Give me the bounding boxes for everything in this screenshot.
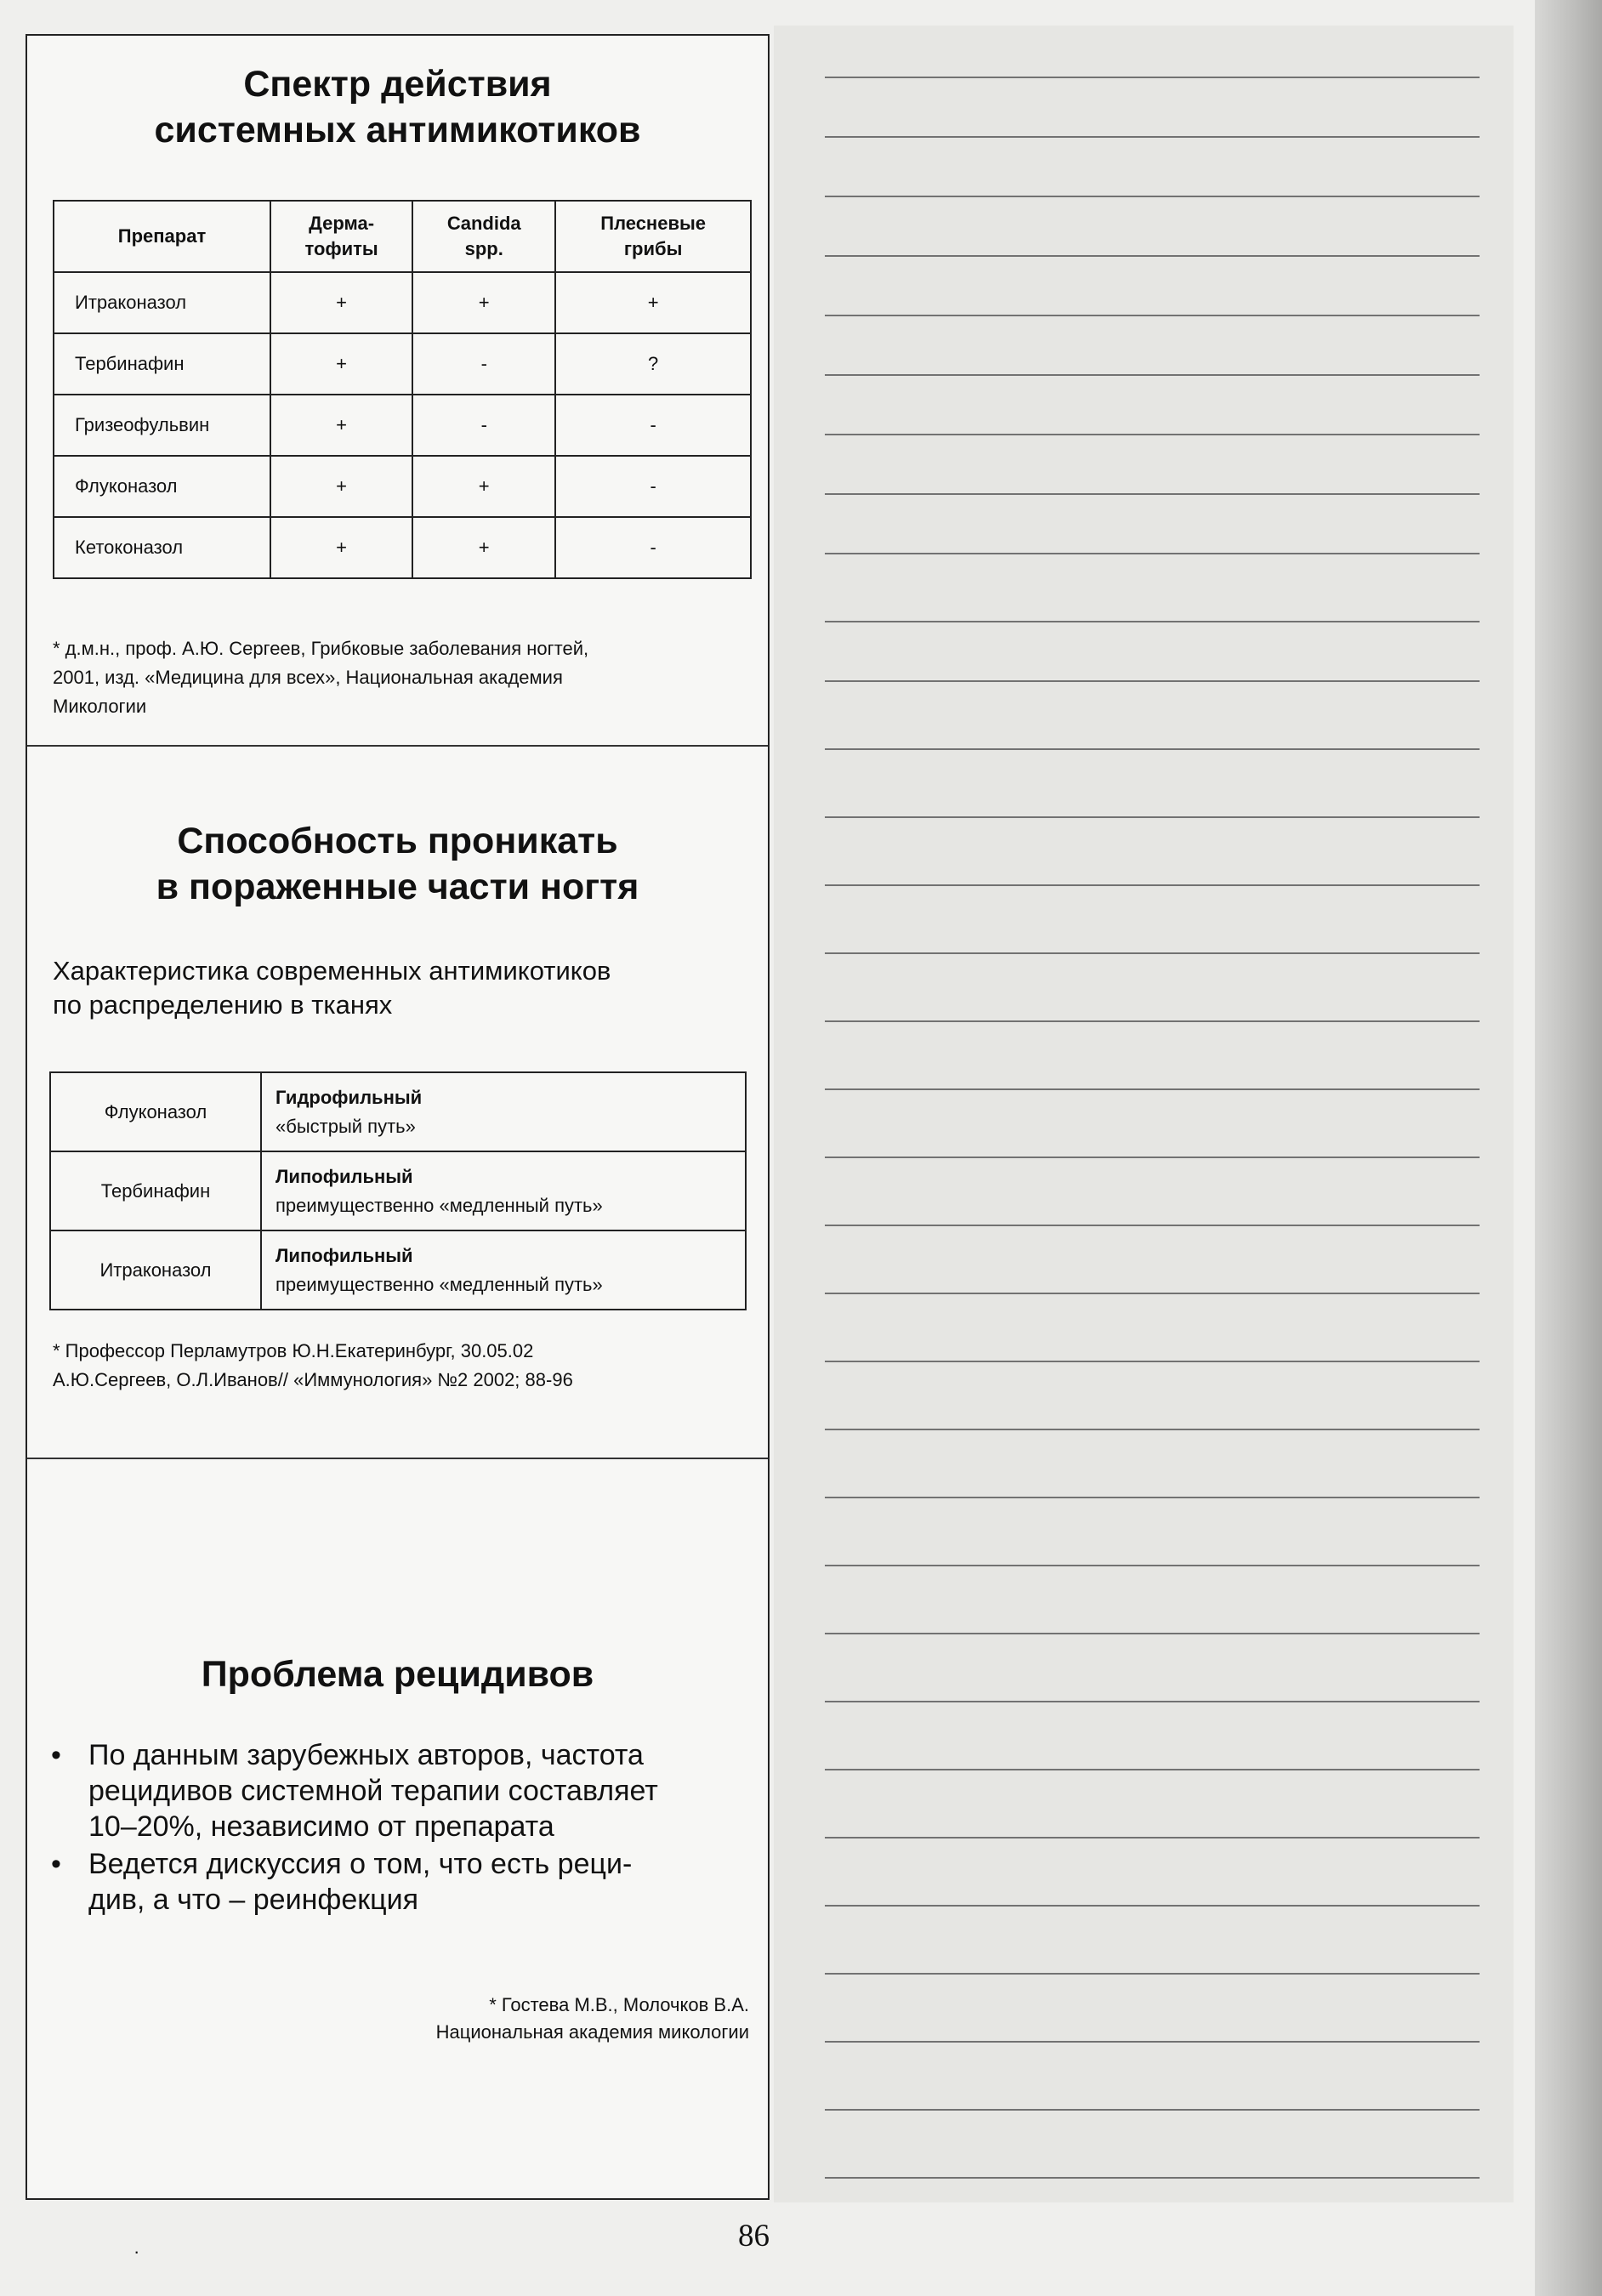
antimycotic-spectrum-section [27,61,768,153]
note-line [825,434,1480,435]
note-line [825,2109,1480,2111]
table-row [54,333,751,395]
table-row [54,517,751,578]
note-line [825,77,1480,78]
nail-penetration-section [27,818,768,910]
drug-cell: Итраконазол [50,1230,261,1310]
facing-page-ghost [774,26,1514,2202]
bullet-icon: • [51,1739,61,1771]
distribution-table [49,1071,747,1310]
column-header: Плесневые грибы [555,201,751,272]
table-row [50,1151,746,1230]
note-line [825,1020,1480,1022]
note-line [825,1905,1480,1907]
dermatophytes-cell: + [270,395,412,456]
table-row [50,1230,746,1310]
bullet-line: По данным зарубежных авторов, частота [88,1739,644,1771]
mold-cell: - [555,456,751,517]
list-item [44,1737,754,1844]
note-line [825,1225,1480,1226]
source-note [436,1992,749,2046]
section-divider [27,1458,768,1459]
note-line [825,374,1480,376]
note-line [825,1769,1480,1770]
property-type: Липофильный [276,1165,413,1187]
property-cell [261,1072,746,1151]
table-row [50,1072,746,1151]
table-row [54,272,751,333]
bullet-line: Ведется дискуссия о том, что есть реци- [88,1848,633,1880]
drug-cell: Флуконазол [54,456,270,517]
relapse-section [27,1651,768,1697]
note-line [825,553,1480,554]
note-line [825,1565,1480,1566]
spectrum-table [53,200,752,579]
dermatophytes-cell: + [270,333,412,395]
candida-cell: - [412,395,555,456]
footnote-line: 2001, изд. «Медицина для всех», Национальная академия [53,667,563,688]
note-line [825,680,1480,682]
note-line [825,952,1480,954]
footnote-line: * д.м.н., проф. А.Ю. Сергеев, Грибковые заболевания ногтей, [53,638,589,659]
drug-cell: Итраконазол [54,272,270,333]
source-line: * Гостева М.В., Молочков В.А. [489,1994,749,2015]
note-line [825,1633,1480,1634]
dermatophytes-cell: + [270,272,412,333]
property-desc: преимущественно «медленный путь» [276,1194,603,1216]
table-row [54,456,751,517]
note-line [825,1429,1480,1430]
section-title [27,61,768,153]
mold-cell: - [555,395,751,456]
note-line [825,255,1480,257]
footnote [53,1337,573,1395]
mold-cell: ? [555,333,751,395]
note-line [825,1837,1480,1839]
drug-cell: Гризеофульвин [54,395,270,456]
candida-cell: + [412,272,555,333]
property-cell [261,1151,746,1230]
note-line [825,748,1480,750]
note-line [825,816,1480,818]
property-desc: «быстрый путь» [276,1115,416,1137]
page-number: 86 [738,2219,770,2253]
page-edge-shadow [1535,0,1602,2296]
note-line [825,1293,1480,1294]
note-line [825,136,1480,138]
drug-cell: Тербинафин [54,333,270,395]
property-type: Гидрофильный [276,1086,423,1108]
lead-line: по распределению в тканях [53,990,393,1020]
note-line [825,621,1480,622]
property-type: Липофильный [276,1244,413,1266]
list-item [44,1846,754,1918]
section-divider [27,745,768,747]
candida-cell: - [412,333,555,395]
column-header: Дерма- тофиты [270,201,412,272]
note-line [825,1497,1480,1498]
section-title: Проблема рецидивов [201,1654,594,1695]
note-line [825,315,1480,316]
title-line: Способность проникать [177,821,618,861]
relapse-bullets [44,1737,754,1919]
note-line [825,1088,1480,1090]
footnote-line: А.Ю.Сергеев, О.Л.Иванов// «Иммунология» №2 2002; 88-96 [53,1369,573,1390]
note-line [825,2177,1480,2179]
section-lead [53,954,611,1022]
note-line [825,1701,1480,1702]
bullet-icon: • [51,1848,61,1880]
candida-cell: + [412,456,555,517]
drug-cell: Кетоконазол [54,517,270,578]
margin-dot: · [134,2241,140,2262]
title-line: Спектр действия [243,64,552,105]
property-desc: преимущественно «медленный путь» [276,1273,603,1295]
section-title [27,818,768,910]
note-line [825,493,1480,495]
lead-line: Характеристика современных антимикотиков [53,956,611,986]
drug-cell: Флуконазол [50,1072,261,1151]
mold-cell: + [555,272,751,333]
title-line: в пораженные части ногтя [156,867,639,907]
note-line [825,2041,1480,2043]
source-line: Национальная академия микологии [435,2021,749,2043]
footnote-line: * Профессор Перламутров Ю.Н.Екатеринбург, 30.05.02 [53,1340,534,1361]
table-row [54,395,751,456]
column-header: Препарат [54,201,270,272]
dermatophytes-cell: + [270,456,412,517]
bullet-line: рецидивов системной терапии составляет [88,1775,658,1807]
note-line [825,1361,1480,1362]
note-line [825,1973,1480,1975]
bullet-line: 10–20%, независимо от препарата [88,1810,554,1843]
property-cell [261,1230,746,1310]
table-header-row [54,201,751,272]
note-line [825,1157,1480,1158]
content-frame [26,34,770,2200]
candida-cell: + [412,517,555,578]
note-line [825,884,1480,886]
column-header: Candida spp. [412,201,555,272]
footnote [53,634,588,721]
note-line [825,196,1480,197]
drug-cell: Тербинафин [50,1151,261,1230]
title-line: системных антимикотиков [154,110,641,151]
dermatophytes-cell: + [270,517,412,578]
mold-cell: - [555,517,751,578]
footnote-line: Микологии [53,696,147,717]
bullet-line: див, а что – реинфекция [88,1884,418,1916]
